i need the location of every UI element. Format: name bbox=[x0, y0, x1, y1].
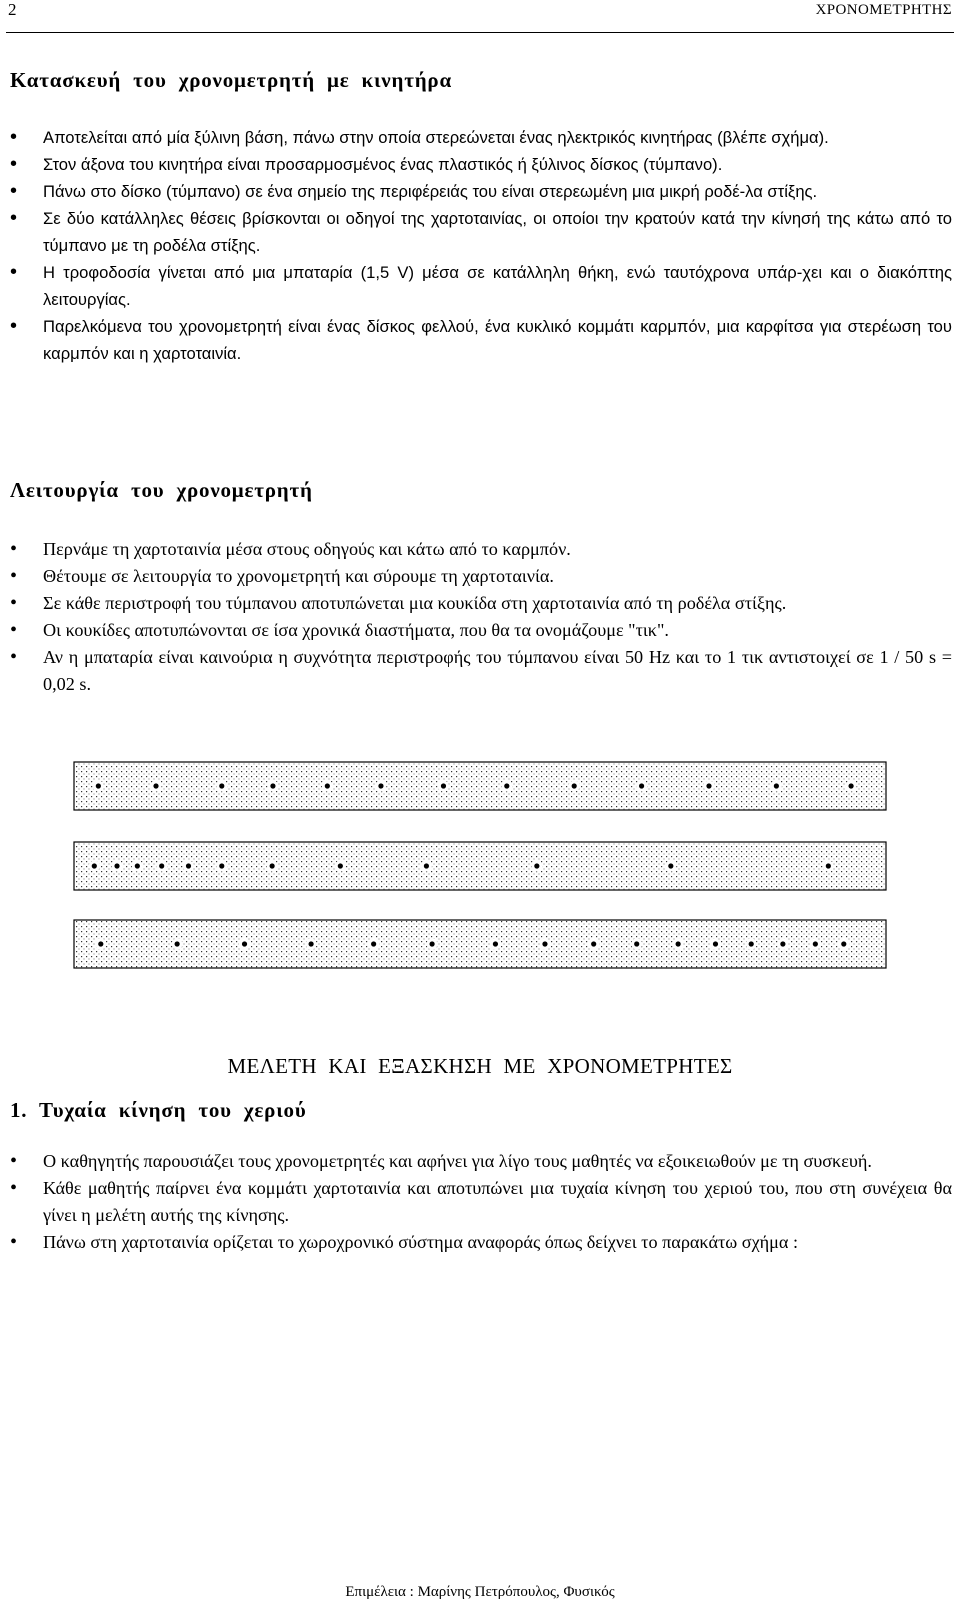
ticker-tape-2 bbox=[74, 842, 886, 890]
tick-dot bbox=[96, 783, 101, 788]
tick-dot bbox=[504, 783, 509, 788]
tick-dot bbox=[135, 863, 140, 868]
tick-dot bbox=[270, 863, 275, 868]
bullet-icon: • bbox=[10, 1177, 18, 1199]
bullet-icon: • bbox=[10, 538, 18, 560]
tick-dot bbox=[841, 941, 846, 946]
tape-strip bbox=[74, 762, 886, 810]
tick-dot bbox=[98, 941, 103, 946]
tick-dot bbox=[92, 863, 97, 868]
bullet-icon: • bbox=[10, 1231, 18, 1253]
tick-dot bbox=[749, 941, 754, 946]
tick-dot bbox=[826, 863, 831, 868]
tick-dot bbox=[441, 783, 446, 788]
footer-credit: Επιμέλεια : Μαρίνης Πετρόπουλος, Φυσικός bbox=[345, 1584, 615, 1600]
bullet-icon: • bbox=[10, 619, 18, 641]
list-item: • Οι κουκίδες αποτυπώνονται σε ίσα χρονικά διαστήματα, που θα τα ονομάζουμε "τικ". bbox=[10, 617, 952, 644]
ticker-tape-3 bbox=[74, 920, 886, 968]
main-title: ΜΕΛΕΤΗ ΚΑΙ ΕΞΑΣΚΗΣΗ ΜΕ ΧΡΟΝΟΜΕΤΡΗΤΕΣ bbox=[227, 1054, 733, 1078]
page-number: 2 bbox=[8, 0, 17, 19]
tick-dot bbox=[325, 783, 330, 788]
tick-dot bbox=[175, 941, 180, 946]
tick-dot bbox=[676, 941, 681, 946]
bullet-icon: • bbox=[10, 261, 18, 283]
section-heading-random-motion: 1. Τυχαία κίνηση του χεριού bbox=[10, 1098, 307, 1122]
running-title: ΧΡΟΝΟΜΕΤΡΗΤΗΣ bbox=[815, 2, 952, 18]
list-item: • Κάθε μαθητής παίρνει ένα κομμάτι χαρτοταινία και αποτυπώνει μια τυχαία κίνηση του χεριού του, που στη συνέχεια θα γίνει η μελέτη αυτής της κίνησης. bbox=[10, 1177, 952, 1225]
bullet-icon: • bbox=[10, 180, 18, 202]
list-item: • Παρελκόμενα του χρονομετρητή είναι ένας δίσκος φελλού, ένα κυκλικό κομμάτι καρμπόν, μια καρφίτσα για στερέωση του καρμπόν και η χαρτοταινία. bbox=[10, 315, 952, 363]
tick-dot bbox=[634, 941, 639, 946]
tick-dot bbox=[813, 941, 818, 946]
bullet-icon: • bbox=[10, 1150, 18, 1172]
list-item: • Σε δύο κατάλληλες θέσεις βρίσκονται οι οδηγοί της χαρτοταινίας, οι οποίοι την κρατούν κατά την κίνησή της κάτω από το τύμπανο με τη ροδέλα στίξης. bbox=[10, 207, 952, 255]
bullet-icon: • bbox=[10, 592, 18, 614]
tick-dot bbox=[429, 941, 434, 946]
list-item: • Θέτουμε σε λειτουργία το χρονομετρητή και σύρουμε τη χαρτοταινία. bbox=[10, 563, 952, 590]
tick-dot bbox=[219, 783, 224, 788]
tick-dot bbox=[493, 941, 498, 946]
ticker-tape-1 bbox=[74, 762, 886, 810]
tick-dot bbox=[848, 783, 853, 788]
tick-dot bbox=[774, 783, 779, 788]
bullet-icon: • bbox=[10, 207, 18, 229]
list-item: • Περνάμε τη χαρτοταινία μέσα στους οδηγούς και κάτω από το καρμπόν. bbox=[10, 536, 952, 563]
list-item: • Αποτελείται από μία ξύλινη βάση, πάνω στην οποία στερεώνεται ένας ηλεκτρικός κινητήρας (βλέπε σχήμα). bbox=[10, 124, 952, 151]
bullet-icon: • bbox=[10, 153, 18, 175]
tick-dot bbox=[186, 863, 191, 868]
tick-dot bbox=[371, 941, 376, 946]
tick-dot bbox=[309, 941, 314, 946]
tick-dot bbox=[534, 863, 539, 868]
bullet-icon: • bbox=[10, 565, 18, 587]
tick-dot bbox=[242, 941, 247, 946]
tick-dot bbox=[153, 783, 158, 788]
bullet-icon: • bbox=[10, 315, 18, 337]
tape-strip bbox=[74, 920, 886, 968]
random-motion-list bbox=[10, 1148, 952, 1256]
tick-dot bbox=[338, 863, 343, 868]
tick-dot bbox=[219, 863, 224, 868]
tick-dot bbox=[713, 941, 718, 946]
tick-dot bbox=[668, 863, 673, 868]
tick-dot bbox=[542, 941, 547, 946]
tick-dot bbox=[378, 783, 383, 788]
bullet-icon: • bbox=[10, 646, 18, 668]
tick-dot bbox=[572, 783, 577, 788]
tick-dot bbox=[780, 941, 785, 946]
list-item: • Σε κάθε περιστροφή του τύμπανου αποτυπώνεται μια κουκίδα στη χαρτοταινία από τη ροδέλα στίξης. bbox=[10, 590, 952, 617]
tape-strip bbox=[74, 842, 886, 890]
tick-dot bbox=[639, 783, 644, 788]
tick-dot bbox=[424, 863, 429, 868]
section-heading-operation: Λειτουργία του χρονομετρητή bbox=[10, 478, 313, 502]
tick-dot bbox=[591, 941, 596, 946]
section-heading-construction: Κατασκευή του χρονομετρητή με κινητήρα bbox=[10, 68, 452, 92]
tick-dot bbox=[159, 863, 164, 868]
list-item: • Πάνω στη χαρτοταινία ορίζεται το χωροχρονικό σύστημα αναφοράς όπως δείχνει το παρακάτω σχήμα : bbox=[10, 1229, 952, 1256]
tick-dot bbox=[270, 783, 275, 788]
tick-dot bbox=[114, 863, 119, 868]
bullet-icon: • bbox=[10, 126, 18, 148]
list-item: • Πάνω στο δίσκο (τύμπανο) σε ένα σημείο της περιφέρειάς του είναι στερεωμένη μια μικρή ροδέ-λα στίξης. bbox=[10, 178, 952, 205]
list-item: • Στον άξονα του κινητήρα είναι προσαρμοσμένος ένας πλαστικός ή ξύλινος δίσκος (τύμπανο). bbox=[10, 151, 952, 178]
list-item: • Η τροφοδοσία γίνεται από μια μπαταρία (1,5 V) μέσα σε κατάλληλη θήκη, ενώ ταυτόχρονα υπάρ-χει και ο διακόπτης λειτουργίας. bbox=[10, 261, 952, 309]
list-item: • Αν η μπαταρία είναι καινούρια η συχνότητα περιστροφής του τύμπανου είναι 50 Hz και το 1 τικ αντιστοιχεί σε 1 / 50 s = 0,02 s. bbox=[10, 646, 952, 694]
tick-dot bbox=[706, 783, 711, 788]
list-item: • Ο καθηγητής παρουσιάζει τους χρονομετρητές και αφήνει για λίγο τους μαθητές να εξοικειωθούν με τη συσκευή. bbox=[10, 1148, 952, 1175]
